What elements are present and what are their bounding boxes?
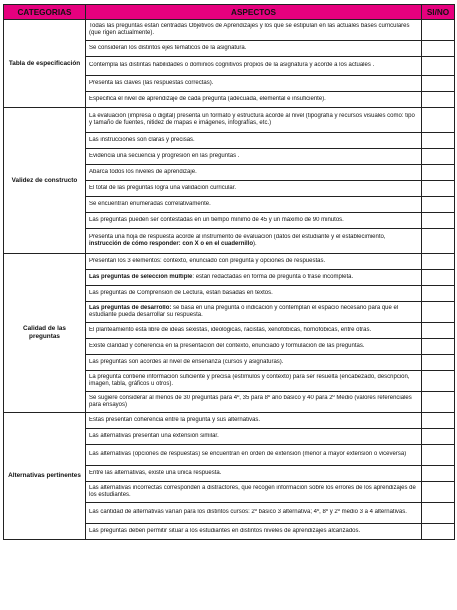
aspect-cell: Las instrucciones son claras y precisas. bbox=[86, 133, 422, 149]
aspect-cell: Existe claridad y coherencia en la presentación del contexto, enunciado y formulación de las preguntas. bbox=[86, 339, 422, 355]
aspect-cell: Las preguntas deben permitir situar a los estudiantes en distintos niveles de aprendizajes alcanzados. bbox=[86, 524, 422, 540]
checklist-row bbox=[4, 108, 455, 133]
aspect-cell: Se sugiere considerar al menos de 30 preguntas para 4º, 35 para 8º año básico y 40 para 2º Medio (valores referenciales para ensayos) bbox=[86, 392, 422, 413]
category-cell: Calidad de las preguntas bbox=[4, 254, 86, 413]
aspect-cell: Presentan los 3 elementos: contexto, enunciado con pregunta y opciones de respuestas. bbox=[86, 254, 422, 270]
aspect-cell: Presenta las claves (las respuestas correctas). bbox=[86, 76, 422, 92]
header-categorias: CATEGORIAS bbox=[4, 5, 86, 20]
sino-cell[interactable] bbox=[422, 229, 455, 254]
sino-cell[interactable] bbox=[422, 445, 455, 466]
sino-cell[interactable] bbox=[422, 503, 455, 524]
aspect-cell: La evaluación (impresa o digital) presenta un formato y estructura acorde al nivel (tipografía y recursos visuales como: tipo y tamaño de fuentes, nitidez de mapas e imágenes, infografías, etc.) bbox=[86, 108, 422, 133]
aspect-cell: Especifica el nivel de aprendizaje de cada pregunta (adecuada, elemental e insuficiente). bbox=[86, 92, 422, 108]
aspect-cell: Todas las preguntas están centradas Objetivos de Aprendizajes y los que se estipulan en las actuales bases curriculares (que rigen actualmente). bbox=[86, 20, 422, 41]
aspect-cell: Se encuentran enumeradas correlativamente. bbox=[86, 197, 422, 213]
header-row bbox=[4, 5, 455, 20]
sino-cell[interactable] bbox=[422, 197, 455, 213]
sino-cell[interactable] bbox=[422, 108, 455, 133]
sino-cell[interactable] bbox=[422, 76, 455, 92]
sino-cell[interactable] bbox=[422, 413, 455, 429]
checklist-row bbox=[4, 413, 455, 429]
aspect-cell: Las preguntas de selección múltiple: están redactadas en forma de pregunta o frase incompleta. bbox=[86, 270, 422, 286]
aspect-cell: Las preguntas pueden ser contestadas en un tiempo mínimo de 45 y un máximo de 90 minutos. bbox=[86, 213, 422, 229]
sino-cell[interactable] bbox=[422, 339, 455, 355]
checklist-table bbox=[3, 4, 455, 540]
aspect-cell: Estas presentan coherencia entre la pregunta y sus alternativas. bbox=[86, 413, 422, 429]
sino-cell[interactable] bbox=[422, 149, 455, 165]
aspect-cell: Las alternativas incorrectas corresponden a distractores, que recogen información sobre los errores de los aprendizajes de los estudiantes. bbox=[86, 482, 422, 503]
sino-cell[interactable] bbox=[422, 392, 455, 413]
sino-cell[interactable] bbox=[422, 466, 455, 482]
sino-cell[interactable] bbox=[422, 371, 455, 392]
aspect-cell: Las alternativas presentan una extensión similar. bbox=[86, 429, 422, 445]
sino-cell[interactable] bbox=[422, 57, 455, 76]
sino-cell[interactable] bbox=[422, 165, 455, 181]
sino-cell[interactable] bbox=[422, 355, 455, 371]
aspect-cell: Presenta una hoja de respuesta acorde al instrumento de evaluación (datos del estudiante y el establecimiento, instrucción de cómo responder: con X o en el cuadernillo). bbox=[86, 229, 422, 254]
aspect-cell: Abarca todos los niveles de aprendizaje. bbox=[86, 165, 422, 181]
sino-cell[interactable] bbox=[422, 323, 455, 339]
aspect-cell: Se consideran los distintos ejes temáticos de la asignatura. bbox=[86, 41, 422, 57]
checklist-row bbox=[4, 254, 455, 270]
aspect-cell: Las preguntas son acordes al nivel de enseñanza (cursos y asignaturas). bbox=[86, 355, 422, 371]
sino-cell[interactable] bbox=[422, 133, 455, 149]
sino-cell[interactable] bbox=[422, 270, 455, 286]
sino-cell[interactable] bbox=[422, 286, 455, 302]
aspect-cell: El total de las preguntas logra una validación curricular. bbox=[86, 181, 422, 197]
sino-cell[interactable] bbox=[422, 524, 455, 540]
sino-cell[interactable] bbox=[422, 92, 455, 108]
header-aspectos: ASPECTOS bbox=[86, 5, 422, 20]
category-cell: Tabla de especificación bbox=[4, 20, 86, 108]
aspect-cell: El planteamiento está libre de ideas sexistas, ideológicas, racistas, xenofóbicas, homofóbicas, entre otras. bbox=[86, 323, 422, 339]
sino-cell[interactable] bbox=[422, 254, 455, 270]
aspect-cell: La pregunta contiene información suficiente y precisa (estímulos y contexto) para ser resuelta (encabezado, descripción, imagen, tabla, gráficos u otros). bbox=[86, 371, 422, 392]
sino-cell[interactable] bbox=[422, 213, 455, 229]
sino-cell[interactable] bbox=[422, 302, 455, 323]
aspect-cell: Contempla las distintas habilidades o dominios cognitivos propios de la asignatura y acorde a los actuales . bbox=[86, 57, 422, 76]
sino-cell[interactable] bbox=[422, 429, 455, 445]
sino-cell[interactable] bbox=[422, 482, 455, 503]
checklist-row bbox=[4, 20, 455, 41]
category-cell: Alternativas pertinentes bbox=[4, 413, 86, 540]
header-sino: SI/NO bbox=[422, 5, 455, 20]
sino-cell[interactable] bbox=[422, 41, 455, 57]
aspect-cell: Las cantidad de alternativas varían para los distintos cursos: 2º básico 3 alternativa; 4º, 8º y 2º medio 3 a 4 alternativas. bbox=[86, 503, 422, 524]
aspect-cell: Evidencia una secuencia y progresión en las preguntas . bbox=[86, 149, 422, 165]
aspect-cell: Las preguntas de desarrollo: se basa en una pregunta o indicación y contemplan el espacio necesario para que el estudiante pueda desarrollar su respuesta. bbox=[86, 302, 422, 323]
sino-cell[interactable] bbox=[422, 181, 455, 197]
sino-cell[interactable] bbox=[422, 20, 455, 41]
aspect-cell: Las alternativas (opciones de respuestas) se encuentran en orden de extensión (menor a mayor extensión o viceversa) bbox=[86, 445, 422, 466]
category-cell: Validez de constructo bbox=[4, 108, 86, 254]
aspect-cell: Las preguntas de Comprensión de Lectura, están basadas en textos. bbox=[86, 286, 422, 302]
evaluation-checklist bbox=[3, 4, 454, 540]
aspect-cell: Entre las alternativas, existe una única respuesta. bbox=[86, 466, 422, 482]
